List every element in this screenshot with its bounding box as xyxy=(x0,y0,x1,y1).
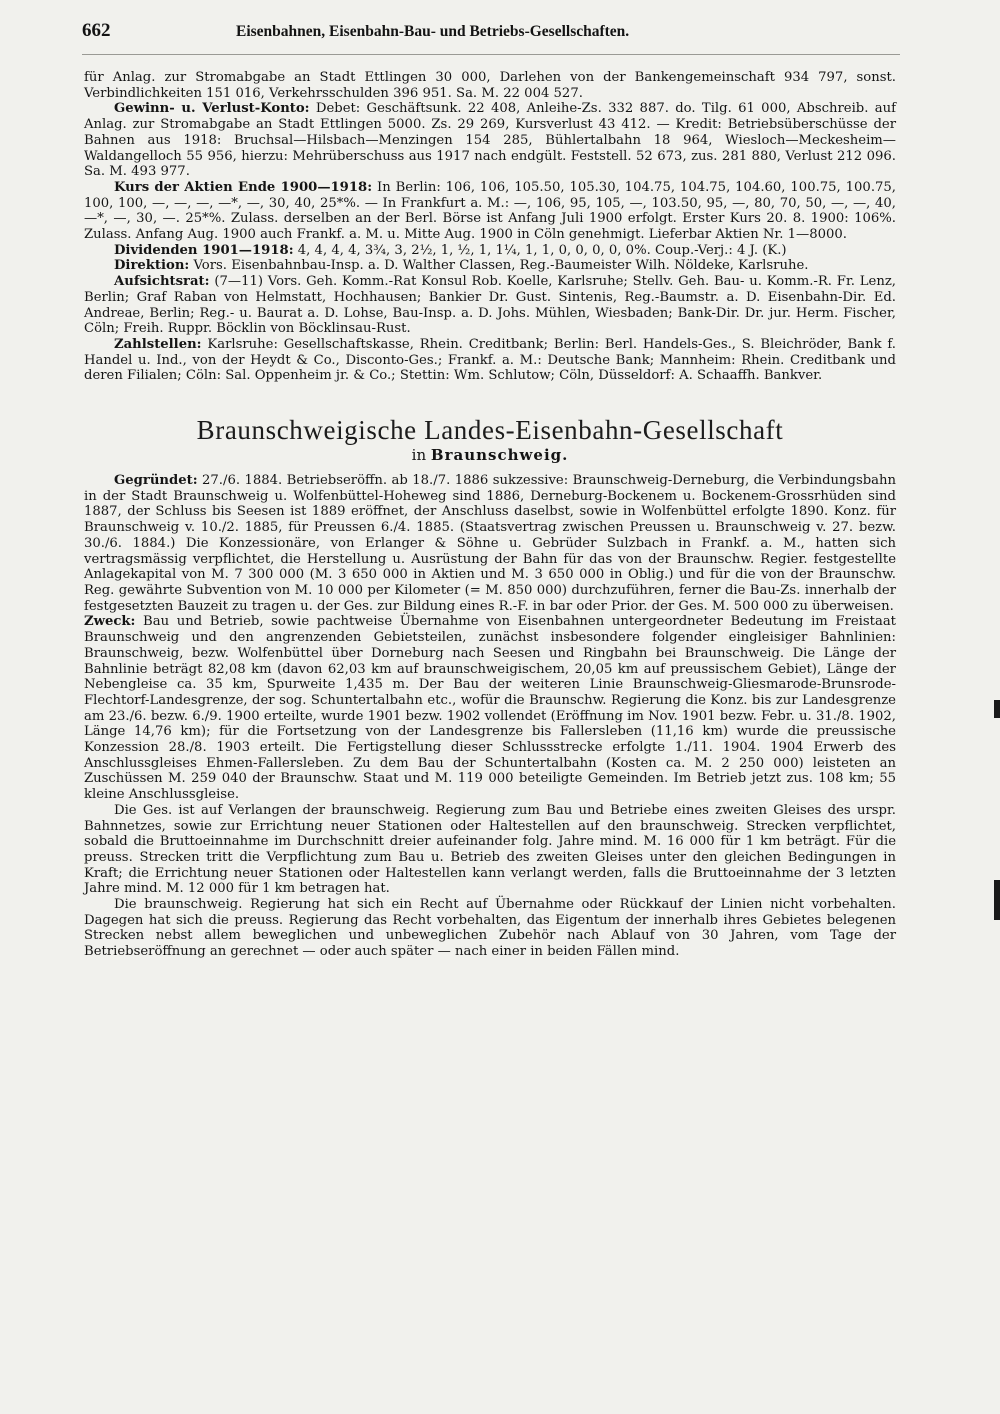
dividenden-paragraph xyxy=(84,243,896,259)
company-location-prefix: in xyxy=(411,446,427,465)
company-city: Braunschweig. xyxy=(430,446,569,465)
aufsichtsrat-label: Aufsichtsrat: xyxy=(114,274,210,290)
direktion-paragraph xyxy=(84,258,896,274)
dividenden-label: Dividenden 1901—1918: xyxy=(114,242,294,258)
zahlstellen-paragraph xyxy=(84,337,896,384)
company-title: Braunschweigische Landes-Eisenbahn-Gesellschaft xyxy=(196,415,784,446)
scan-edge-mark xyxy=(994,700,1000,718)
aufsichtsrat-paragraph xyxy=(84,274,896,337)
zweck-paragraph xyxy=(84,614,896,802)
guv-paragraph xyxy=(84,101,896,180)
page-header xyxy=(82,20,900,55)
aufsichtsrat-text: (7—11) Vors. Geh. Komm.-Rat Konsul Rob. Koelle, Karlsruhe; Stellv. Geh. Bau- u. Komm.-R. Fr. Lenz, Berlin; Graf Raban von Helmstatt, Hochhausen; Bankier Dr. Gust. Sintenis, Reg.-Baumstr. a. D. Eisenbahn-Dir. Ed. Andreae, Berlin; Reg.- u. Baurat a. D. Lohse, Bau-Insp. a. D. Johs. Mühlen, Wiesbaden; Bank-Dir. Dr. jur. Herm. Fischer, Cöln; Freih. Ruppr. Böcklin von Böcklinsau-Rust. xyxy=(84,274,896,337)
zahlstellen-label: Zahlstellen: xyxy=(114,336,202,352)
dividenden-text: 4, 4, 4, 4, 3¾, 3, 2½, 1, ½, 1, 1¼, 1, 1, 0, 0, 0, 0, 0%. Coup.-Verj.: 4 J. (K.) xyxy=(297,242,787,258)
page-number: 662 xyxy=(82,20,111,41)
zweck-text: Bau und Betrieb, sowie pachtweise Übernahme von Eisenbahnen untergeordneter Bedeutung im Freistaat Braunschweig und den angrenzenden Gebietsteilen, zunächst insbesondere folgender eingleisiger Bahnlinien: Braunschweig, bezw. Wolfenbüttel über Dorneburg nach Seesen und Ringbahn bei Braunschweig. Die Länge der Bahnlinie beträgt 82,08 km (davon 62,03 km auf braunschweigischem, 20,05 km auf preussischem Gebiet), Länge der Nebengleise ca. 35 km, Spurweite 1,435 m. Der Bau der weiteren Linie Braunschweig-Gliesmarode-Brunsrode-Flechtorf-Landesgrenze, der sog. Schuntertalbahn etc., wofür die Braunschw. Regierung die Konz. bis zur Landesgrenze am 23./6. bezw. 6./9. 1900 erteilte, wurde 1901 bezw. 1902 vollendet (Eröffnung im Nov. 1901 bezw. Febr. u. 31./8. 1902, Länge 14,76 km); für die Fortsetzung von der Landesgrenze bis Fallersleben (11,16 km) wurde die preussische Konzession 28./8. 1903 erteilt. Die Fertigstellung dieser Schlussstrecke erfolgte 1./11. 1904. 1904 Erwerb des Anschlussgleises Ehmen-Fallersleben. Zu dem Bau der Schuntertalbahn (Kosten ca. M. 2 250 000) leisteten an Zuschüssen M. 259 040 der Braunschw. Staat und M. 119 000 beteiligte Gemeinden. Im Betrieb jetzt zus. 108 km; 55 kleine Anschlussgleise. xyxy=(84,614,896,803)
gegruendet-paragraph xyxy=(84,473,896,614)
gegruendet-label: Gegründet: xyxy=(114,473,198,489)
takeover-rights-paragraph: Die braunschweig. Regierung hat sich ein Recht auf Übernahme oder Rückkauf der Linien nicht vorbehalten. Dagegen hat sich die preuss. Regierung das Recht vorbehalten, das Eigentum der innerhalb ihres Gebietes belegenen Strecken nebst allem beweglichen und unbeweglichen Zubehör nach Ablauf von 30 Jahren, vom Tage der Betriebseröffnung an gerechnet — oder auch später — nach einer in beiden Fällen mind. xyxy=(84,897,896,960)
company-location xyxy=(84,446,896,465)
kurs-paragraph xyxy=(84,180,896,243)
zweck-label: Zweck: xyxy=(84,614,136,630)
balance-tail-paragraph: für Anlag. zur Stromabgabe an Stadt Ettlingen 30 000, Darlehen von der Bankengemeinschaft 934 797, sonst. Verbindlichkeiten 151 016, Verkehrsschulden 396 951. Sa. M. 22 004 527. xyxy=(84,70,896,101)
running-head: Eisenbahnen, Eisenbahn-Bau- und Betriebs-Gesellschaften. xyxy=(236,23,630,40)
scan-edge-mark xyxy=(994,880,1000,920)
gegruendet-text: 27./6. 1884. Betriebseröffn. ab 18./7. 1886 sukzessive: Braunschweig-Derneburg, die Verbindungsbahn in der Stadt Braunschweig u. Wolfenbüttel-Hoheweg sind 1886, Derneburg-Bockenem u. Bockenem-Grossrhüden sind 1887, der Schluss bis Seesen ist 1889 eröffnet, der Anschluss daselbst, sowie in Wolfenbüttel erfolgte 1890. Konz. für Braunschweig v. 10./2. 1885, für Preussen 6./4. 1885. (Staatsvertrag zwischen Preussen u. Braunschweig v. 27. bezw. 30./6. 1884.) Die Konzessionäre, von Erlanger & Söhne u. Gebrüder Sulzbach in Frankf. a. M., hatten sich vertragsmässig verpflichtet, die Herstellung u. Ausrüstung der Bahn für das von der Braunschw. Regier. festgestellte Anlagekapital von M. 7 300 000 (M. 3 650 000 in Aktien und M. 3 650 000 in Oblig.) und für die von der Braunschw. Reg. gewährte Subvention von M. 10 000 per Kilometer (= M. 850 000) durchzuführen, ferner die Bau-Zs. innerhalb der festgesetzten Bauzeit zu tragen u. der Ges. zur Bildung eines R.-F. in bar oder Prior. der Ges. M. 500 000 zu überweisen. xyxy=(84,473,896,614)
kurs-label: Kurs der Aktien Ende 1900—1918: xyxy=(114,179,373,195)
direktion-text: Vors. Eisenbahnbau-Insp. a. D. Walther Classen, Reg.-Baumeister Wilh. Nöldeke, Karlsruhe. xyxy=(193,258,809,274)
second-track-paragraph: Die Ges. ist auf Verlangen der braunschweig. Regierung zum Bau und Betriebe eines zweiten Gleises des urspr. Bahnnetzes, sowie zur Errichtung neuer Stationen oder Haltestellen auf den braunschweig. Strecken verpflichtet, sobald die Bruttoeinnahme im Durchschnitt dreier aufeinander folg. Jahre mind. M. 16 000 für 1 km beträgt. Für die preuss. Strecken tritt die Verpflichtung zum Bau u. Betrieb des zweiten Gleises unter den gleichen Bedingungen in Kraft; die Errichtung neuer Stationen oder Haltestellen kann verlangt werden, falls die Bruttoeinnahme der 3 letzten Jahre mind. M. 12 000 für 1 km betragen hat. xyxy=(84,802,896,897)
kurs-text: In Berlin: 106, 106, 105.50, 105.30, 104.75, 104.75, 104.60, 100.75, 100.75, 100, 100, —, —, —, —*, —, 30, 40, 25*%. — In Frankfurt a. M.: —, 106, 95, 105, —, 103.50, 95, —, 80, 70, 50, —, —, 40, —*, —, 30, —. 25*%. Zulass. derselben an der Berl. Börse ist Anfang Juli 1900 erfolgt. Erster Kurs 20. 8. 1900: 106%. Zulass. Anfang Aug. 1900 auch Frankf. a. M. u. Mitte Aug. 1900 in Cöln genehmigt. Lieferbar Aktien Nr. 1—8000. xyxy=(84,179,896,243)
page-body xyxy=(84,70,896,960)
guv-text: Debet: Geschäftsunk. 22 408, Anleihe-Zs. 332 887. do. Tilg. 61 000, Abschreib. auf Anlag. zur Stromabgabe an Stadt Ettlingen 5000. Zs. 29 269, Kursverlust 43 412. — Kredit: Betriebsüberschüsse der Bahnen aus 1918: Bruchsal—Hilsbach—Menzingen 154 285, Bühlertalbahn 18 964, Wiesloch—Meckesheim—Waldangelloch 55 956, hierzu: Mehrüberschuss aus 1917 nach endgült. Feststell. 52 673, zus. 281 880, Verlust 212 096. Sa. M. 493 977. xyxy=(84,101,896,180)
guv-label: Gewinn- u. Verlust-Konto: xyxy=(114,101,310,117)
zahlstellen-text: Karlsruhe: Gesellschaftskasse, Rhein. Creditbank; Berlin: Berl. Handels-Ges., S. Bleichröder, Bank f. Handel u. Ind., von der Heydt & Co., Disconto-Ges.; Frankf. a. M.: Deutsche Bank; Mannheim: Rhein. Creditbank und deren Filialen; Cöln: Sal. Oppenheim jr. & Co.; Stettin: Wm. Schlutow; Cöln, Düsseldorf: A. Schaaffh. Bankver. xyxy=(84,336,896,384)
direktion-label: Direktion: xyxy=(114,258,190,274)
